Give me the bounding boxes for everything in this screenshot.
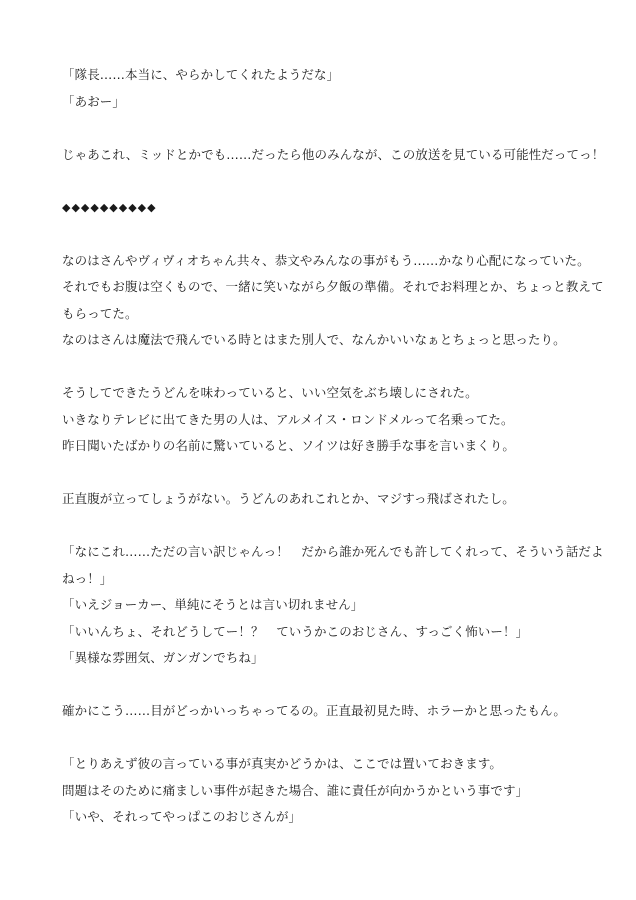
text-line: なのはさんは魔法で飛んでいる時とはまた別人で、なんかいいなぁとちょっと思ったり。: [62, 332, 566, 347]
text-line: それでもお腹は空くもので、一緒に笑いながら夕飯の準備。それでお料理とか、ちょっと教えて: [62, 279, 604, 294]
text-line: 「なにこれ……ただの言い訳じゃんっ！ だから誰か死んでも許してくれって、そういう話だよ: [62, 544, 604, 559]
blank-line: [62, 672, 582, 699]
text-line: 「いいんちょ、それどうしてー！？ ていうかこのおじさん、すっごく怖いー！」: [62, 623, 529, 639]
text-line: 「いえジョーカー、単純にそうとは言い切れません」: [62, 597, 364, 612]
text-line: 問題はそのために痛ましい事件が起きた場合、誰に責任が向かうかという事です」: [62, 782, 529, 798]
text-line: なのはさんやヴィヴィオちゃん共々、恭文やみんなの事がもう……かなり心配になっていた。: [62, 252, 590, 268]
text-line: 「異様な雰囲気、ガンガンでちね」: [62, 650, 264, 665]
text-line: 「隊長……本当に、やらかしてくれたようだな」: [62, 67, 340, 82]
blank-line: [62, 725, 582, 752]
blank-line: [62, 221, 582, 248]
text-line: じゃあこれ、ミッドとかでも……だったら他のみんなが、この放送を見ている可能性だってっ！: [62, 146, 605, 162]
text-line: いきなりテレビに出てきた男の人は、アルメイス・ロンドメルって名乗ってた。: [62, 411, 514, 427]
text-line: もらってた。: [62, 305, 138, 321]
blank-line: [62, 168, 582, 195]
text-line: 正直腹が立ってしょうがない。うどんのあれこれとか、マジすっ飛ばされたし。: [62, 491, 515, 506]
scene-divider: ◆◆◆◆◆◆◆◆◆◆: [62, 200, 157, 214]
body-text: [62, 62, 605, 831]
blank-line: [62, 513, 582, 540]
text-line: 昨日聞いたばかりの名前に驚いていると、ソイツは好き勝手な事を言いまくり。: [62, 438, 515, 453]
text-line: 確かにこう……目がどっかいっちゃってるの。正直最初見た時、ホラーかと思ったもん。: [62, 703, 567, 718]
text-line: 「とりあえず彼の言っている事が真実かどうかは、ここでは置いておきます。: [62, 756, 503, 771]
text-line: 「あおー」: [62, 93, 126, 109]
blank-line: [62, 115, 582, 142]
text-line: ねっ！」: [62, 570, 113, 586]
blank-line: [62, 354, 582, 381]
text-line: そうしてできたうどんを味わっていると、いい空気をぶち壊しにされた。: [62, 385, 478, 400]
text-line: 「いや、それってやっぱこのおじさんが」: [62, 809, 302, 824]
blank-line: [62, 460, 582, 487]
